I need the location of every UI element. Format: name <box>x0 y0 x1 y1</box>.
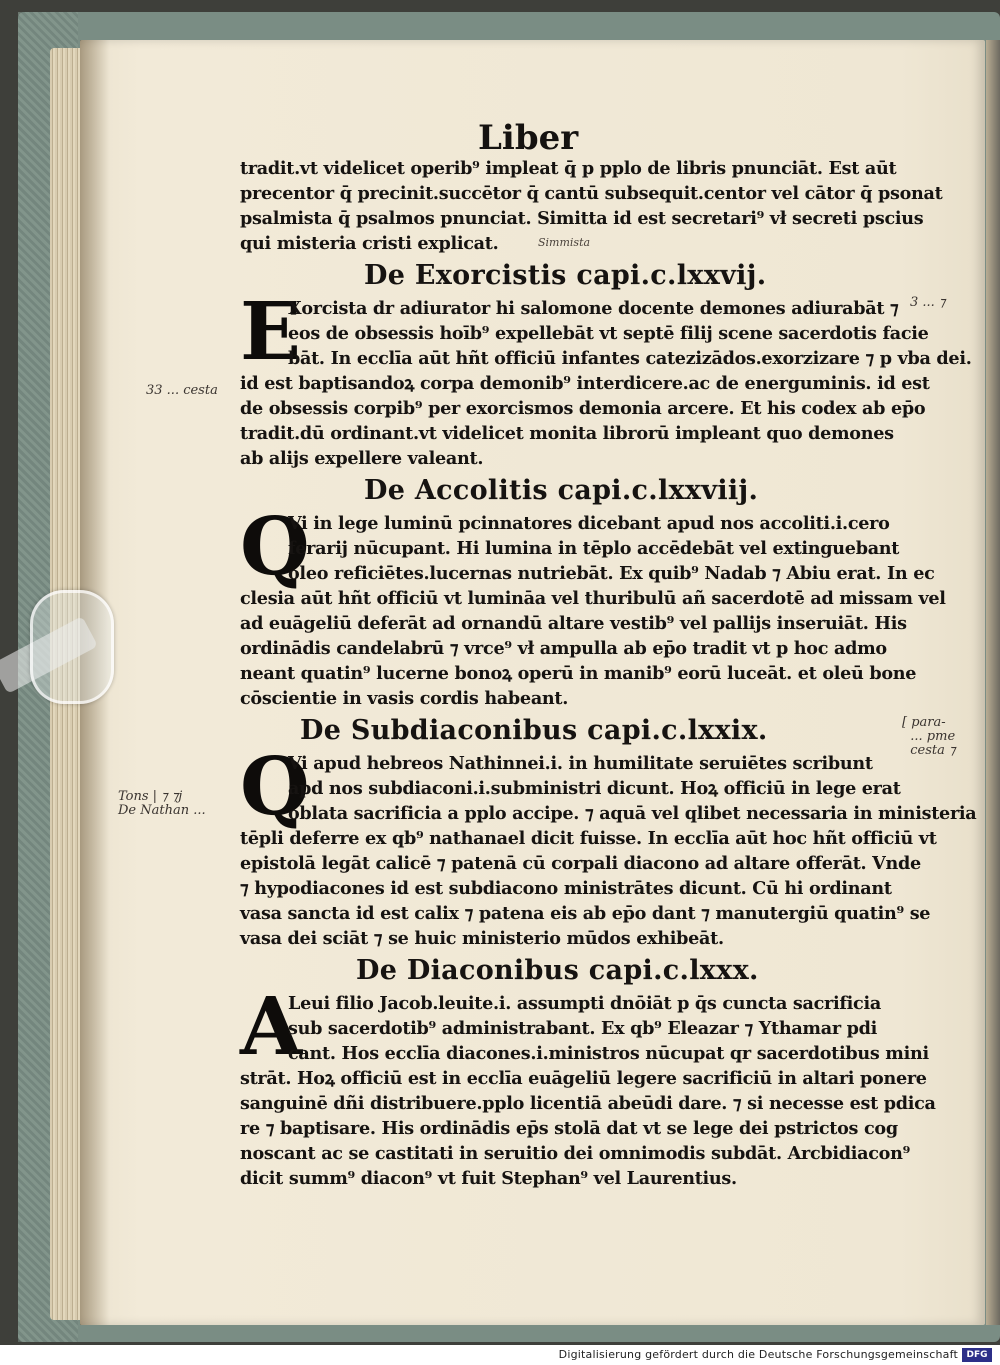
text-line: Vi apud hebreos Nathinnei.i. in humilitate seruiētes scribunt <box>288 753 873 774</box>
text-line: ab alijs expellere valeant. <box>240 448 484 469</box>
text-line: bāt. In ecclīa aūt hñt officiū infantes catezizādos.exorzizare ⁊ p vba dei. <box>288 348 972 369</box>
text-line: strāt. Hoꝝ officiū est in ecclīa euāgeliū legere sacrificiū in altari ponere <box>240 1068 927 1089</box>
text-line: re ⁊ baptisare. His ordinādis ep̄s stolā dat vt se lege dei pstrictos cog <box>240 1118 898 1139</box>
section-heading: De Exorcistis capi.c.lxxvij. <box>364 260 767 291</box>
text-line: epistolā legāt calicē ⁊ patenā cū corpali diacono ad altare offerāt. Vnde <box>240 853 921 874</box>
marginal-note: Tons | ⁊ ⁊j De Nathan ... <box>118 789 206 818</box>
text-line: de obsessis corpib⁹ per exorcismos demonia arcere. Et his codex ab ep̄o <box>240 398 926 419</box>
text-line: vasa dei sciāt ⁊ se huic ministerio mūdos exhibeāt. <box>240 928 724 949</box>
drop-initial: Q <box>240 499 310 593</box>
text-line: psalmista q̄ psalmos pnunciat. Simitta id est secretari⁹ vł secreti pscius <box>240 208 924 229</box>
text-line: oblata sacrificia a pplo accipe. ⁊ aquā vel qlibet necessaria in ministeria <box>288 803 977 824</box>
text-line: Leui filio Jacob.leuite.i. assumpti dnōiāt p q̄s cuncta sacrificia <box>288 993 881 1014</box>
section-paragraph <box>240 979 936 1191</box>
text-line: neant quatin⁹ lucerne bonoꝝ operū in manib⁹ eorū luceāt. et oleū bone <box>240 663 917 684</box>
text-line: sub sacerdotib⁹ administrabant. Ex qb⁹ Eleazar ⁊ Ythamar pdi <box>288 1018 878 1039</box>
text-line: oleo reficiētes.lucernas nutriebāt. Ex quib⁹ Nadab ⁊ Abiu erat. In ec <box>288 563 935 584</box>
section-paragraph <box>240 739 977 951</box>
footer-bar <box>0 1345 1000 1365</box>
marginal-note: Simmista <box>538 236 591 249</box>
text-line: ad euāgeliū deferāt ad ornandū altare vestib⁹ vel pallijs inseruiāt. His <box>240 613 907 634</box>
text-line: ⁊ hypodiacones id est subdiacono ministrātes dicunt. Cū hi ordinant <box>240 878 892 899</box>
text-line: id est baptisandoꝝ corpa demonib⁹ interdicere.ac de energuminis. id est <box>240 373 930 394</box>
marginal-note: [ para- ... pme cesta ⁊ <box>902 715 956 758</box>
drop-initial: A <box>240 979 303 1073</box>
text-line: cant. Hos ecclīa diacones.i.ministros nūcupat qr sacerdotibus mini <box>288 1043 929 1064</box>
page-right-edge <box>986 40 1000 1325</box>
section-paragraph <box>240 284 972 471</box>
drop-initial: E <box>240 284 301 378</box>
text-line: sanguinē dñi distribuere.pplo licentiā abeūdi dare. ⁊ si necesse est pdica <box>240 1093 936 1114</box>
text-line: dicit summ⁹ diacon⁹ vt fuit Stephan⁹ vel Laurentius. <box>240 1168 737 1189</box>
text-line: ferarij nūcupant. Hi lumina in tēplo accēdebāt vel extinguebant <box>288 538 900 559</box>
marginal-note: 33 ... cesta <box>146 383 218 398</box>
text-line: vasa sancta id est calix ⁊ patena eis ab ep̄o dant ⁊ manutergiū quatin⁹ se <box>240 903 931 924</box>
drop-initial: Q <box>240 739 310 833</box>
text-line: Vi in lege luminū pcinnatores dicebant apud nos accoliti.i.cero <box>288 513 890 534</box>
marginal-note: 3 ... ⁊ <box>910 295 946 310</box>
footer-credit: Digitalisierung gefördert durch die Deutsche Forschungsgemeinschaft <box>558 1348 958 1361</box>
text-line: cōscientie in vasis cordis habeant. <box>240 688 569 709</box>
text-line: tēpli deferre ex qb⁹ nathanael dicit fuisse. In ecclīa aūt hoc hñt officiū vt <box>240 828 937 849</box>
text-line: tradit.vt videlicet operib⁹ impleat q̄ p pplo de libris pnunciāt. Est aūt <box>240 158 897 179</box>
text-line: apd nos subdiaconi.i.subministri dicunt. Hoꝝ officiū in lege erat <box>288 778 901 799</box>
text-line: noscant ac se castitati in seruitio dei omnimodis subdāt. Arcbidiacon⁹ <box>240 1143 910 1164</box>
text-line: tradit.dū ordinant.vt videlicet monita librorū impleant quo demones <box>240 423 894 444</box>
dfg-logo: DFG <box>962 1348 992 1362</box>
section-paragraph <box>240 499 946 711</box>
running-head: Liber <box>478 118 579 158</box>
text-line: clesia aūt hñt officiū vt lumināa vel thuribulū añ sacerdotē ad missam vel <box>240 588 946 609</box>
text-line: precentor q̄ precinit.succētor q̄ cantū subsequit.centor vel cātor q̄ psonat <box>240 183 943 204</box>
text-line: qui misteria cristi explicat. <box>240 233 499 254</box>
text-line: eos de obsessis hoīb⁹ expellebāt vt septē filij scene sacerdotis facie <box>288 323 929 344</box>
section-heading: De Accolitis capi.c.lxxviij. <box>364 475 759 506</box>
text-line: Xorcista dr adiurator hi salomone docente demones adiurabāt ⁊ <box>288 298 899 319</box>
section-heading: De Diaconibus capi.c.lxxx. <box>356 955 759 986</box>
bookmark-clip <box>30 590 114 704</box>
section-heading: De Subdiaconibus capi.c.lxxix. <box>300 715 768 746</box>
text-line: ordinādis candelabrū ⁊ vrce⁹ vł ampulla ab ep̄o tradit vt p hoc admo <box>240 638 887 659</box>
